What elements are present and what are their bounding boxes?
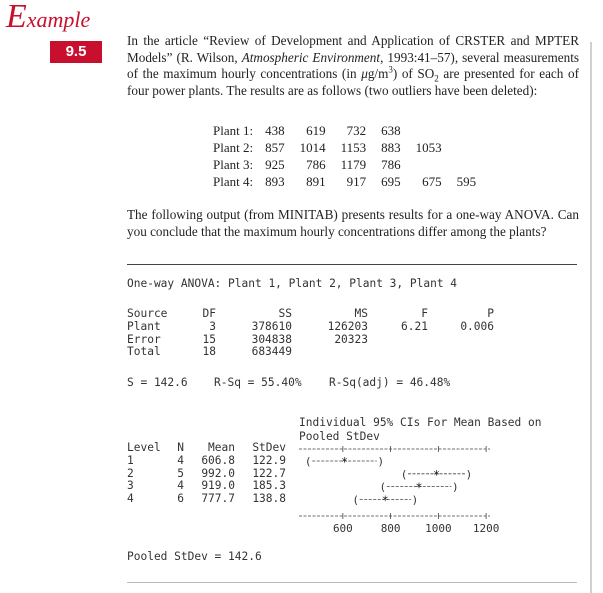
- plant-value: [416, 156, 457, 173]
- level-cell: 185.3: [252, 479, 286, 493]
- anova-cell: 126203: [327, 319, 368, 333]
- level-header: Level: [127, 441, 161, 454]
- plant-value: 1179: [340, 157, 367, 172]
- ci-left-bracket: (: [352, 493, 359, 507]
- plant-value: 857: [265, 140, 285, 155]
- anova-cell: 3: [209, 319, 216, 333]
- plant-value: 595: [456, 174, 477, 189]
- ci-left-bracket: (: [400, 467, 408, 481]
- plant-row: [213, 173, 491, 190]
- anova-cell: 378610: [251, 319, 292, 333]
- anova-cell: 18: [202, 345, 216, 359]
- plant-value: 638: [381, 123, 401, 138]
- rsq-value: R-Sq = 55.40%: [214, 376, 302, 389]
- anova-header: DF: [202, 307, 216, 320]
- plant-value: [457, 122, 492, 139]
- problem-text-4: are presented for each of four power plants. The results are as follows (two outliers have been deleted):: [127, 66, 579, 98]
- level-header: StDev: [252, 441, 286, 454]
- plant-value: 675: [422, 174, 442, 189]
- plant-value: 893: [265, 174, 285, 189]
- problem-text-3: ) of SO: [392, 66, 435, 81]
- problem-text-1: In the article “Review of Development and Application of CRSTER and MPTER Models” (R. Wilson,: [127, 33, 579, 65]
- level-cell: 919.0: [201, 479, 235, 493]
- level-cell: 606.8: [201, 453, 235, 467]
- question-text: The following output (from MINITAB) presents results for a one-way ANOVA. Can you conclude that the maximum hourly concentrations differ among the plants?: [127, 207, 579, 239]
- pooled-stdev: Pooled StDev = 142.6: [127, 550, 262, 563]
- ci-mean-marker: *: [381, 493, 389, 508]
- plant-value: 1053: [415, 140, 442, 155]
- output-top-rule: [127, 264, 577, 265]
- ci-left-bracket: (: [304, 455, 312, 468]
- anova-header: MS: [354, 307, 368, 320]
- anova-df-column: [180, 308, 216, 359]
- example-initial: E: [6, 0, 27, 35]
- plant-value: 891: [306, 174, 326, 189]
- plant-label: Plant 3:: [213, 157, 254, 172]
- anova-cell: Plant: [127, 319, 161, 333]
- level-cell: 5: [177, 466, 184, 480]
- problem-statement: [127, 33, 579, 99]
- plant-value: 1153: [340, 140, 367, 155]
- journal-name: Atmospheric Environment: [241, 49, 381, 65]
- anova-cell: Total: [127, 345, 161, 359]
- axis-tick-label: 600: [332, 522, 353, 535]
- ci-mean-marker: *: [415, 480, 423, 495]
- plant-data-table: [213, 122, 491, 190]
- ci-mean-marker: *: [432, 467, 441, 482]
- ci-mean-marker: *: [340, 455, 349, 469]
- level-cell: 138.8: [252, 492, 286, 506]
- anova-f-column: [388, 308, 428, 334]
- level-cell: 6: [177, 492, 184, 506]
- plant-value: [457, 156, 492, 173]
- anova-header: P: [487, 307, 494, 320]
- axis-tick-label: 1200: [472, 522, 500, 535]
- plant-value: 883: [381, 140, 401, 155]
- plant-label: Plant 1:: [213, 123, 254, 138]
- so2-subscript: 2: [434, 73, 439, 84]
- level-header: N: [177, 441, 184, 454]
- rsq-adj-value: R-Sq(adj) = 46.48%: [329, 376, 451, 389]
- level-column: [127, 442, 161, 506]
- plant-value: 917: [346, 174, 367, 189]
- ci-right-bracket: ): [465, 467, 473, 481]
- level-cell: 122.9: [252, 453, 286, 467]
- level-header: Mean: [208, 441, 235, 454]
- plant-value: 925: [265, 157, 285, 172]
- plant-value: 786: [306, 157, 326, 172]
- anova-p-column: [448, 308, 494, 334]
- anova-header: F: [421, 307, 428, 320]
- plant-row: [213, 139, 491, 156]
- level-cell: 4: [127, 492, 134, 506]
- level-cell: 2: [127, 466, 134, 480]
- anova-source-column: [127, 308, 167, 359]
- s-value: S = 142.6: [127, 376, 188, 389]
- example-number-badge: 9.5: [50, 41, 102, 63]
- plant-value: 1014: [299, 140, 326, 155]
- output-title: One-way ANOVA: Plant 1, Plant 2, Plant 3, Plant 4: [127, 277, 458, 290]
- level-cell: 992.0: [201, 466, 235, 480]
- unit-text: g/m: [367, 66, 389, 81]
- anova-cell: 15: [202, 332, 216, 346]
- ci-left-bracket: (: [379, 480, 387, 494]
- ci-header-2: Pooled StDev: [299, 430, 380, 443]
- level-cell: 4: [177, 453, 184, 467]
- anova-header: SS: [278, 307, 292, 320]
- axis-tick-label: 800: [380, 522, 401, 535]
- anova-cell: 0.006: [460, 319, 494, 333]
- n-column: [170, 442, 184, 506]
- problem-text-2: , 1993:41–57), several measurements of the maximum hourly concentrations (in: [127, 49, 579, 81]
- level-cell: 4: [177, 479, 184, 493]
- stdev-column: [244, 442, 286, 506]
- plant-value: 695: [381, 174, 401, 189]
- axis-tick-label: 1000: [425, 522, 452, 535]
- plant-row: [213, 156, 491, 173]
- example-rest: xample: [26, 7, 91, 32]
- plant-label: Plant 4:: [213, 174, 254, 189]
- plant-value: 732: [346, 123, 367, 138]
- anova-ss-column: [236, 308, 292, 359]
- anova-ms-column: [312, 308, 368, 346]
- unit-exponent: 3: [388, 64, 393, 75]
- anova-cell: 6.21: [401, 319, 428, 333]
- example-label: [6, 0, 91, 35]
- level-cell: 777.7: [201, 492, 235, 506]
- anova-cell: 683449: [251, 345, 292, 359]
- ci-header-1: Individual 95% CIs For Mean Based on: [299, 416, 542, 429]
- anova-cell: 304838: [251, 332, 292, 346]
- plant-label: Plant 2:: [213, 140, 254, 155]
- anova-cell: 20323: [334, 332, 368, 346]
- plant-value: [457, 139, 492, 156]
- plant-row: [213, 122, 491, 139]
- ci-right-bracket: ): [377, 455, 385, 468]
- plant-value: 619: [306, 123, 326, 138]
- unit-mu: μ: [361, 66, 368, 81]
- anova-cell: Error: [127, 332, 161, 346]
- plant-value: 438: [265, 123, 285, 138]
- margin-rule: [590, 42, 592, 593]
- ci-right-bracket: ): [411, 493, 419, 507]
- plant-value: 786: [381, 157, 401, 172]
- level-cell: 122.7: [252, 466, 286, 480]
- level-cell: 3: [127, 479, 134, 493]
- ci-right-bracket: ): [451, 480, 459, 494]
- mean-column: [193, 442, 235, 506]
- anova-header: Source: [127, 307, 168, 320]
- output-bottom-rule: [127, 582, 577, 583]
- plant-value: [416, 122, 457, 139]
- level-cell: 1: [127, 453, 134, 467]
